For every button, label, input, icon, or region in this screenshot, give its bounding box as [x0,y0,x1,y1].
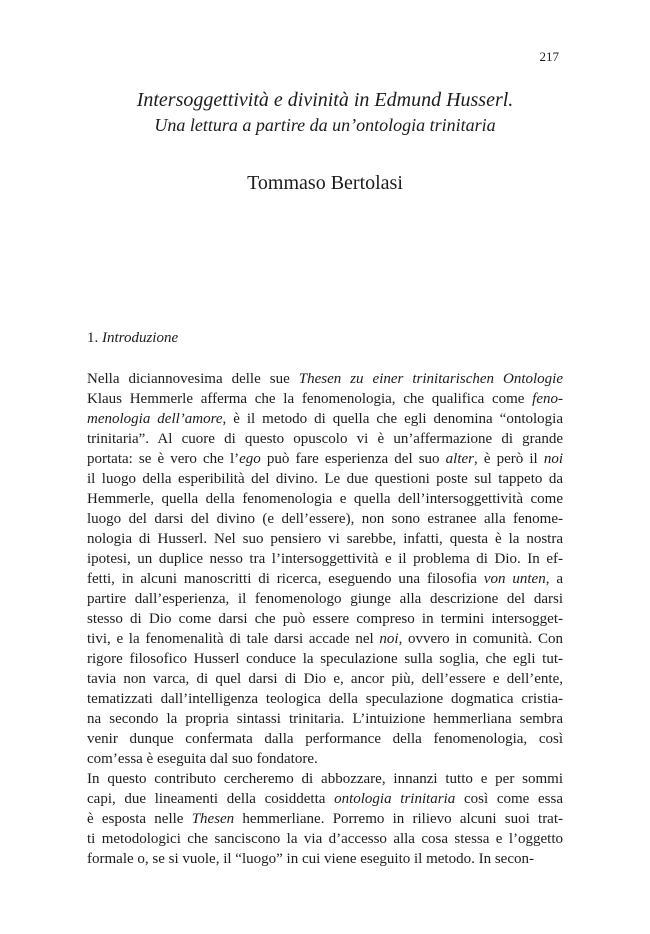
body-text [87,369,563,869]
text-line: rigore filosofico Husserl conduce la speculazione sulla soglia, che egli tut- [87,651,563,667]
text-line: fetti, in alcuni manoscritti di ricerca, eseguendo una filosofia von unten, a [87,571,563,587]
section-title: Introduzione [102,330,179,346]
text-line: ipotesi, un duplice nesso tra l’intersoggettività e il problema di Dio. In ef- [87,551,563,567]
text-line: il luogo della esperibilità del divino. Le due questioni poste sul tappeto da [87,471,563,487]
text-line: Klaus Hemmerle afferma che la fenomenologia, che qualifica come feno- [87,391,563,407]
paragraph [87,769,563,869]
text-line: stesso di Dio come darsi che può essere compreso in termini intersogget- [87,611,563,627]
text-line: nologia di Husserl. Nel suo pensiero vi sarebbe, infatti, questa è la nostra [87,531,563,547]
text-line: è esposta nelle Thesen hemmerliane. Porremo in rilievo alcuni suoi trat- [87,811,564,827]
text-line: na secondo la propria sintassi trinitaria. L’intuizione hemmerliana sembra [87,711,563,727]
text-line: In questo contributo cercheremo di abbozzare, innanzi tutto e per sommi [87,771,563,787]
text-line: tavia non varca, di quel darsi di Dio e, ancor più, dell’essere e dell’ente, [87,671,563,687]
text-line: ti metodologici che sanciscono la via d’accesso alla cosa stessa e l’oggetto [87,831,563,847]
article-subtitle: Una lettura a partire da un’ontologia trinitaria [154,115,496,135]
text-line: venir dunque confermata dalla performance della fenomenologia, così [87,731,563,747]
text-line: com’essa è eseguita dal suo fondatore. [87,751,318,767]
text-line: trinitaria”. Al cuore di questo opuscolo vi è un’affermazione di grande [87,431,563,447]
text-line: tivi, e la fenomenalità di tale darsi accade nel noi, ovvero in comunità. Con [87,631,563,647]
text-line: Nella diciannovesima delle sue Thesen zu einer trinitarischen Ontologie [87,371,563,387]
text-line: capi, due lineamenti della cosiddetta ontologia trinitaria così come essa [87,791,563,807]
article-title: Intersoggettività e divinità in Edmund Husserl. [136,89,514,111]
paragraph [87,369,563,769]
section-number: 1. [87,330,99,346]
page-number: 217 [539,49,559,64]
article-header [60,87,590,196]
text-line: tematizzati dall’intelligenza teologica della speculazione dogmatica cristia- [87,691,563,707]
text-line: partire dall’esperienza, il fenomenologo giunge alla descrizione del darsi [87,591,563,607]
article-author: Tommaso Bertolasi [247,172,403,194]
text-line: formale o, se si vuole, il “luogo” in cui viene eseguito il metodo. In secon- [87,851,534,867]
text-line: menologia dell’amore, è il metodo di quella che egli denomina “ontologia [87,411,563,427]
text-line: Hemmerle, quella della fenomenologia e quella dell’intersoggettività come [87,491,563,507]
section-heading [87,330,178,347]
text-line: portata: se è vero che l’ego può fare esperienza del suo alter, è però il noi [87,451,563,467]
text-line: luogo del darsi del divino (e dell’essere), non sono estranee alla fenome- [87,511,563,527]
